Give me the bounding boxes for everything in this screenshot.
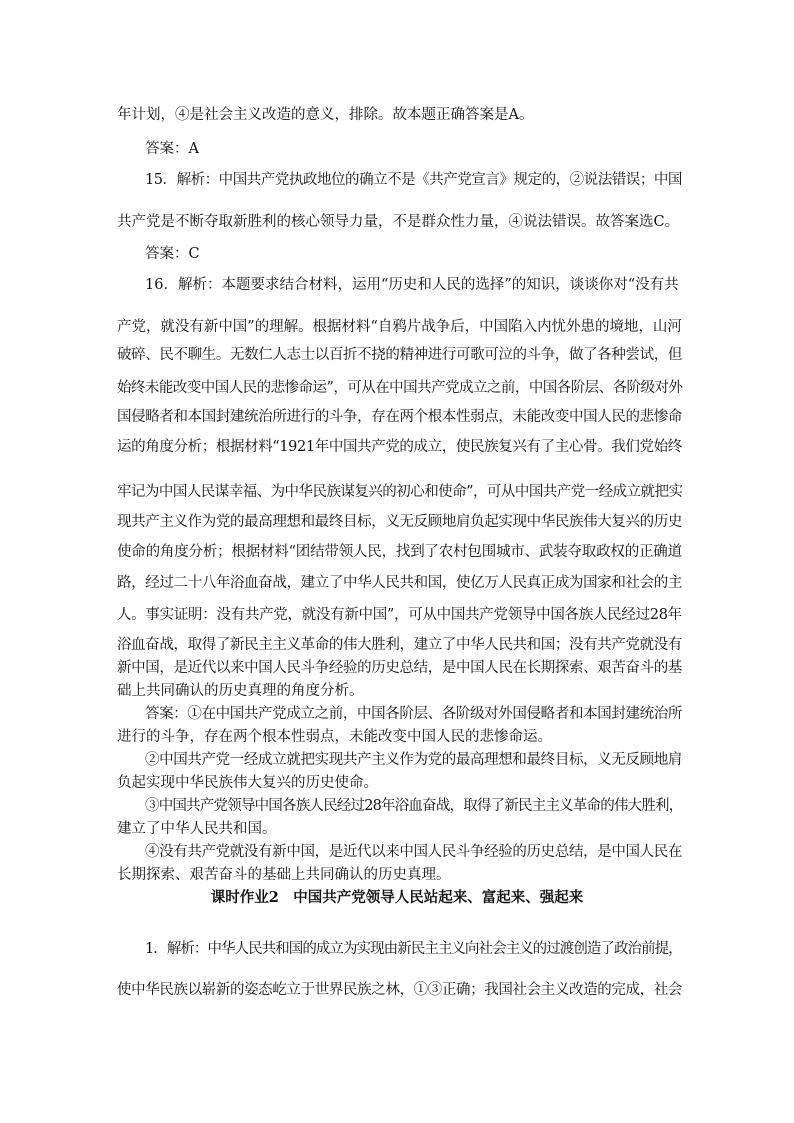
text-line: 牢记为中国人民谋幸福、为中华民族谋复兴的初心和使命”，可从中国共产党一经成立就把实 (117, 484, 683, 500)
text-line: 国侵略者和本国封建统治所进行的斗争，存在两个根本性弱点，未能改变中国人民的悲惨命 (117, 409, 682, 425)
text-line: 产党，就没有新中国”的理解。根据材料“自鸦片战争后，中国陷入内忧外患的境地，山河 (117, 319, 682, 335)
text-line: 共产党是不断夺取新胜利的核心领导力量，不是群众性力量，④说法错误。故答案选C。 (117, 214, 680, 230)
text-line: 现共产主义作为党的最高理想和最终目标，义无反顾地肩负起实现中华民族伟大复兴的历史 (117, 514, 682, 530)
text-line: 路，经过二十八年浴血奋战，建立了中华人民共和国，使亿万人民真正成为国家和社会的主 (117, 575, 682, 591)
text-line: 破碎、民不聊生。无数仁人志士以百折不挠的精神进行可歌可泣的斗争，做了各种尝试，但 (117, 347, 682, 363)
text-line: 答案：C (145, 246, 200, 262)
text-line: 运的角度分析；根据材料“1921年中国共产党的成立，使民族复兴有了主心骨。我们党始终 (117, 439, 682, 455)
text-line: 答案：①在中国共产党成立之前，中国各阶层、各阶级对外国侵略者和本国封建统治所 (145, 706, 682, 722)
text-line: 新中国，是近代以来中国人民斗争经验的历史总结，是中国人民在长期探索、艰苦奋斗的基 (117, 660, 682, 676)
text-line: ②中国共产党一经成立就把实现共产主义作为党的最高理想和最终目标，义无反顾地肩 (145, 752, 682, 768)
text-line: 15．解析：中国共产党执政地位的确立不是《共产党宣言》规定的，②说法错误；中国 (145, 172, 682, 188)
text-line: 答案：A (145, 141, 199, 157)
text-line: 1．解析：中华人民共和国的成立为实现由新民主主义向社会主义的过渡创造了政治前提， (145, 941, 682, 957)
text-line: 人。事实证明：没有共产党，就没有新中国”，可从中国共产党领导中国各族人民经过28年 (117, 607, 682, 623)
text-line: ④没有共产党就没有新中国，是近代以来中国人民斗争经验的历史总结，是中国人民在 (145, 844, 682, 860)
section-title: 课时作业2 中国共产党领导人民站起来、富起来、强起来 (210, 889, 584, 906)
text-line: 负起实现中华民族伟大复兴的历史使命。 (117, 775, 378, 791)
text-line: 16．解析：本题要求结合材料，运用“历史和人民的选择”的知识，谈谈你对“没有共 (145, 277, 679, 293)
text-line: 建立了中华人民共和国。 (117, 821, 277, 837)
text-line: 浴血奋战，取得了新民主主义革命的伟大胜利，建立了中华人民共和国；没有共产党就没有 (117, 637, 682, 653)
text-line: 始终未能改变中国人民的悲惨命运”，可从在中国共产党成立之前，中国各阶层、各阶级对外 (117, 380, 683, 396)
text-line: 长期探索、艰苦奋斗的基础上共同确认的历史真理。 (117, 867, 451, 883)
text-line: 进行的斗争，存在两个根本性弱点，未能改变中国人民的悲惨命运。 (117, 729, 552, 745)
text-line: 年计划，④是社会主义改造的意义，排除。故本题正确答案是A。 (117, 107, 534, 123)
text-line: 使命的角度分析；根据材料“团结带领人民，找到了农村包围城市、武装夺取政权的正确道 (117, 544, 682, 560)
text-line: ③中国共产党领导中国各族人民经过28年浴血奋战，取得了新民主主义革命的伟大胜利， (145, 798, 683, 814)
text-line: 础上共同确认的历史真理的角度分析。 (117, 683, 364, 699)
text-line: 使中华民族以崭新的姿态屹立于世界民族之林，①③正确；我国社会主义改造的完成，社会 (117, 982, 682, 998)
